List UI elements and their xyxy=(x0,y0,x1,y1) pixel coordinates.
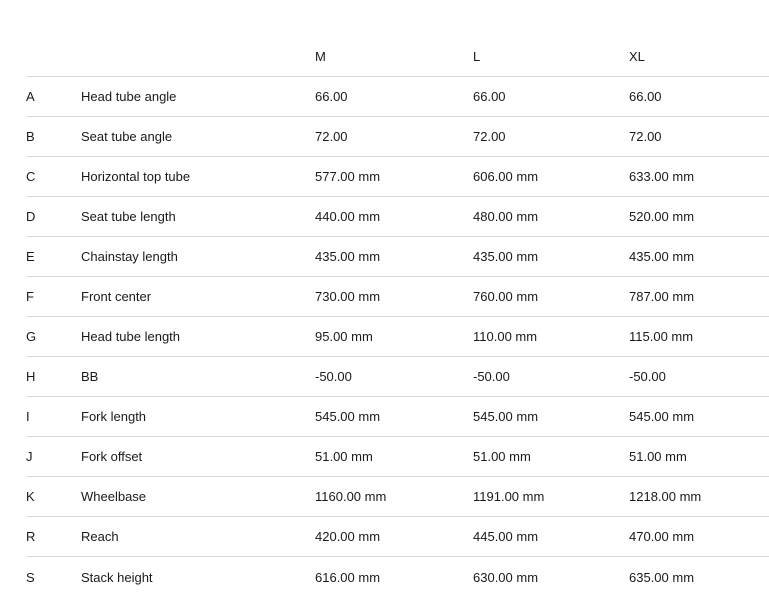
row-value-xl: 520.00 mm xyxy=(629,209,695,224)
row-measurement-name: Fork length xyxy=(81,409,147,424)
table-row xyxy=(26,237,769,277)
row-value-m: 66.00 xyxy=(315,89,348,104)
row-value-l: 630.00 mm xyxy=(473,569,539,585)
row-value-m: 72.00 xyxy=(315,129,348,144)
row-measurement-name: Head tube angle xyxy=(81,89,177,104)
row-key: G xyxy=(26,329,37,344)
geometry-table xyxy=(26,37,769,597)
row-measurement-name: BB xyxy=(81,369,99,384)
table-row xyxy=(26,437,769,477)
row-value-xl: 115.00 mm xyxy=(629,329,694,344)
row-value-xl: 1218.00 mm xyxy=(629,489,702,504)
row-key: J xyxy=(26,449,33,464)
row-value-m: 95.00 mm xyxy=(315,329,373,344)
row-value-l: 1191.00 mm xyxy=(473,489,545,504)
row-measurement-name: Head tube length xyxy=(81,329,181,344)
row-value-l: 72.00 xyxy=(473,129,506,144)
row-value-xl: 66.00 xyxy=(629,89,662,104)
row-value-l: 110.00 mm xyxy=(473,329,538,344)
table-header-row xyxy=(26,37,769,77)
row-value-l: 480.00 mm xyxy=(473,209,539,224)
row-measurement-name: Seat tube angle xyxy=(81,129,173,144)
row-value-m: 51.00 mm xyxy=(315,449,373,464)
table-row xyxy=(26,117,769,157)
row-measurement-name: Stack height xyxy=(81,569,153,585)
row-value-l: 51.00 mm xyxy=(473,449,531,464)
row-measurement-name: Horizontal top tube xyxy=(81,169,191,184)
header-size-xl: XL xyxy=(629,49,645,64)
row-measurement-name: Reach xyxy=(81,529,119,544)
row-value-xl: 633.00 mm xyxy=(629,169,695,184)
row-value-l: 760.00 mm xyxy=(473,289,539,304)
row-value-xl: 72.00 xyxy=(629,129,662,144)
row-key: H xyxy=(26,369,36,384)
row-measurement-name: Chainstay length xyxy=(81,249,178,264)
row-key: B xyxy=(26,129,35,144)
header-size-m: M xyxy=(315,49,326,64)
table-row xyxy=(26,277,769,317)
row-value-xl: 470.00 mm xyxy=(629,529,695,544)
table-row xyxy=(26,317,769,357)
row-value-l: 545.00 mm xyxy=(473,409,539,424)
row-value-m: 1160.00 mm xyxy=(315,489,387,504)
row-measurement-name: Wheelbase xyxy=(81,489,147,504)
row-value-xl: 435.00 mm xyxy=(629,249,695,264)
table-row xyxy=(26,557,769,597)
row-value-xl: 635.00 mm xyxy=(629,569,695,585)
row-measurement-name: Front center xyxy=(81,289,152,304)
row-key: R xyxy=(26,529,36,544)
row-key: I xyxy=(26,409,30,424)
row-value-m: 420.00 mm xyxy=(315,529,381,544)
row-value-xl: 787.00 mm xyxy=(629,289,695,304)
row-key: K xyxy=(26,489,35,504)
row-value-l: 606.00 mm xyxy=(473,169,539,184)
table-row xyxy=(26,477,769,517)
row-key: D xyxy=(26,209,36,224)
row-value-m: 616.00 mm xyxy=(315,569,381,585)
row-key: S xyxy=(26,569,35,585)
row-measurement-name: Fork offset xyxy=(81,449,143,464)
row-value-xl: 51.00 mm xyxy=(629,449,687,464)
row-value-l: 66.00 xyxy=(473,89,506,104)
row-value-m: 577.00 mm xyxy=(315,169,381,184)
row-measurement-name: Seat tube length xyxy=(81,209,176,224)
table-row xyxy=(26,357,769,397)
header-size-l: L xyxy=(473,49,481,64)
table-row xyxy=(26,157,769,197)
row-key: C xyxy=(26,169,36,184)
row-key: A xyxy=(26,89,35,104)
table-row xyxy=(26,77,769,117)
row-value-xl: -50.00 xyxy=(629,369,666,384)
row-value-l: 445.00 mm xyxy=(473,529,539,544)
row-value-m: 440.00 mm xyxy=(315,209,381,224)
row-value-m: 545.00 mm xyxy=(315,409,381,424)
row-value-l: -50.00 xyxy=(473,369,510,384)
table-row xyxy=(26,197,769,237)
row-value-m: 730.00 mm xyxy=(315,289,381,304)
row-value-m: -50.00 xyxy=(315,369,352,384)
row-value-xl: 545.00 mm xyxy=(629,409,695,424)
table-row xyxy=(26,517,769,557)
row-key: E xyxy=(26,249,35,264)
row-value-m: 435.00 mm xyxy=(315,249,381,264)
row-key: F xyxy=(26,289,34,304)
table-body xyxy=(26,77,769,597)
row-value-l: 435.00 mm xyxy=(473,249,539,264)
table-row xyxy=(26,397,769,437)
